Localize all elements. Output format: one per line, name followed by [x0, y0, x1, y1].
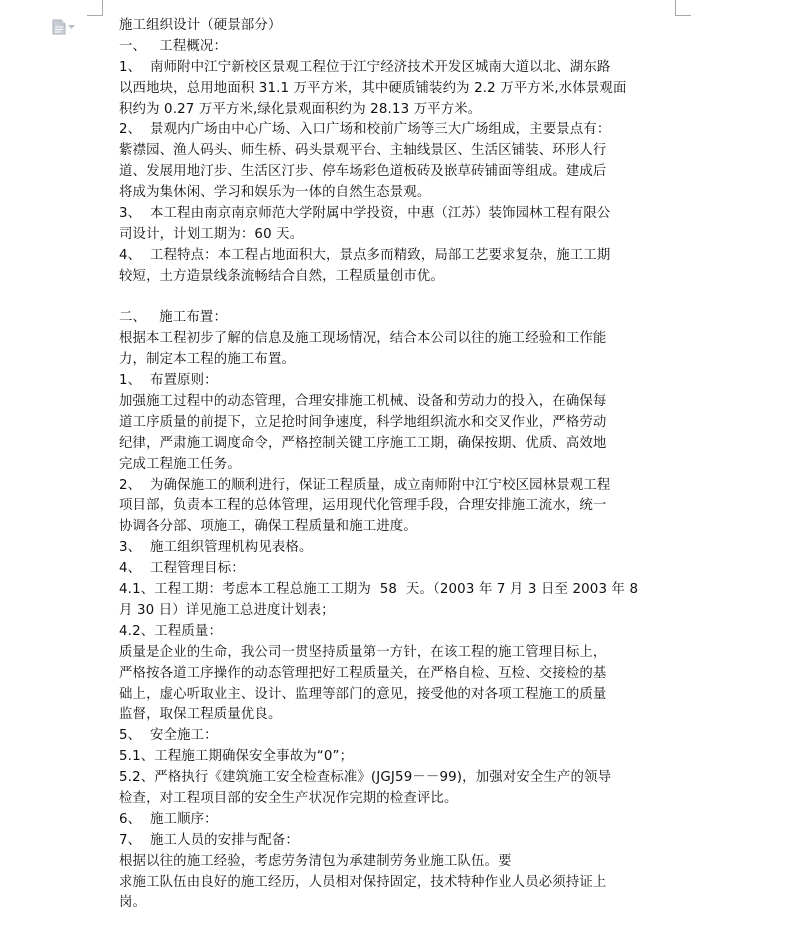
- text-line: 司设计，计划工期为：60 天。: [119, 226, 304, 242]
- text-line: 5、 安全施工：: [119, 728, 218, 744]
- text-line: 力，制定本工程的施工布置。: [119, 352, 296, 368]
- text-line: 7、 施工人员的安排与配备：: [119, 832, 299, 848]
- text-line: 础上，虚心听取业主、设计、监理等部门的意见，接受他的对各项工程施工的质量: [119, 686, 607, 702]
- text-line: 二、 施工布置：: [119, 310, 228, 326]
- text-line: 监督，取保工程质量优良。: [119, 707, 282, 723]
- text-line: 2、 为确保施工的顺利进行，保证工程质量，成立南师附中江宁校区园林景观工程: [119, 477, 611, 493]
- text-line: 以西地块，总用地面积 31.1 万平方米，其中硬质铺装约为 2.2 万平方米,水体景观面: [119, 80, 627, 96]
- text-line: 完成工程施工任务。: [119, 456, 241, 472]
- text-line: 积约为 0.27 万平方米,绿化景观面积约为 28.13 万平方米。: [119, 101, 482, 117]
- text-line: 将成为集休闲、学习和娱乐为一体的自然生态景观。: [119, 185, 431, 201]
- text-line: 月 30 日）详见施工总进度计划表；: [119, 602, 335, 618]
- document-paragraph-icon: [52, 19, 66, 35]
- text-line: 协调各分部、项施工，确保工程质量和施工进度。: [119, 519, 417, 535]
- text-line: 项目部，负责本工程的总体管理，运用现代化管理手段，合理安排施工流水，统一: [119, 498, 607, 514]
- text-line: 岗。: [119, 895, 147, 911]
- text-line: 紫襟园、渔人码头、师生桥、码头景观平台、主轴线景区、生活区铺装、环形人行: [119, 143, 607, 159]
- text-line: 3、 施工组织管理机构见表格。: [119, 540, 313, 556]
- text-line: 根据本工程初步了解的信息及施工现场情况，结合本公司以往的施工经验和工作能: [119, 331, 607, 347]
- document-title: 施工组织设计（硬景部分）: [119, 18, 282, 33]
- paragraph-options-button[interactable]: [52, 18, 80, 36]
- text-line: 一、 工程概况：: [119, 38, 228, 54]
- document-body[interactable]: [119, 16, 679, 914]
- crop-mark-top-left-horizontal: [87, 15, 103, 16]
- text-line: 4.1、工程工期：考虑本工程总施工工期为 58 天。（2003 年 7 月 3 日至 2003 年 8: [119, 582, 639, 598]
- chevron-down-icon: [68, 25, 75, 30]
- crop-mark-top-right-vertical: [675, 0, 676, 15]
- text-line: 检查，对工程项目部的安全生产状况作完期的检查评比。: [119, 790, 458, 806]
- text-line: 严格按各道工序操作的动态管理把好工程质量关，在严格自检、互检、交接检的基: [119, 665, 607, 681]
- text-line: 4、 工程管理目标：: [119, 561, 245, 577]
- text-line: 6、 施工顺序：: [119, 811, 218, 827]
- text-line: 较短，土方造景线条流畅结合自然，工程质量创市优。: [119, 268, 444, 284]
- text-line: 5.2、严格执行《建筑施工安全检查标准》(JGJ59－－99)，加强对安全生产的领导: [119, 770, 612, 786]
- text-line: 4.2、工程质量：: [119, 623, 222, 639]
- blank-line: [119, 288, 679, 309]
- text-line: 根据以往的施工经验，考虑劳务清包为承建制劳务业施工队伍。要: [119, 853, 512, 869]
- text-line: 4、 工程特点：本工程占地面积大，景点多而精致，局部工艺要求复杂，施工工期: [119, 247, 611, 263]
- text-line: 1、 布置原则：: [119, 373, 218, 389]
- text-line: 求施工队伍由良好的施工经历，人员相对保持固定，技术特种作业人员必须持证上: [119, 874, 607, 890]
- text-line: 2、 景观内广场由中心广场、入口广场和校前广场等三大广场组成，主要景点有：: [119, 122, 611, 138]
- text-line: 道工序质量的前提下，立足抢时间争速度，科学地组织流水和交叉作业，严格劳动: [119, 414, 607, 430]
- text-line: 质量是企业的生命，我公司一贯坚持质量第一方针，在该工程的施工管理目标上，: [119, 644, 607, 660]
- text-line: 5.1、工程施工期确保安全事故为“0”；: [119, 749, 354, 765]
- crop-mark-top-left-vertical: [102, 0, 103, 15]
- text-line: 3、 本工程由南京南京师范大学附属中学投资，中惠（江苏）装饰园林工程有限公: [119, 206, 611, 222]
- text-line: 纪律，严肃施工调度命令，严格控制关键工序施工工期，确保按期、优质、高效地: [119, 435, 607, 451]
- text-line: 1、 南师附中江宁新校区景观工程位于江宁经济技术开发区城南大道以北、湖东路: [119, 59, 611, 75]
- text-line: 道、发展用地汀步、生活区汀步、停车场彩色道板砖及嵌草砖铺面等组成。建成后: [119, 164, 607, 180]
- text-line: 加强施工过程中的动态管理，合理安排施工机械、设备和劳动力的投入，在确保每: [119, 394, 607, 410]
